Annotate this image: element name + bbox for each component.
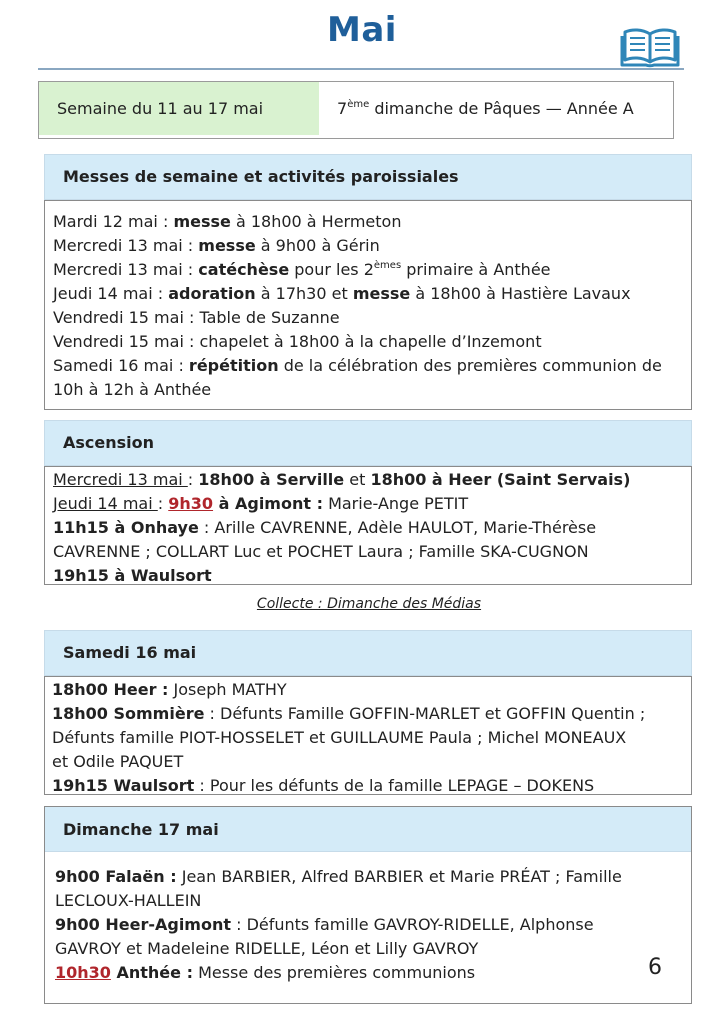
messes-line-3: Mercredi 13 mai : catéchèse pour les 2èmes primaire à Anthée — [53, 260, 551, 279]
messes-line-2: Mercredi 13 mai : messe à 9h00 à Gérin — [53, 236, 380, 255]
section-heading-samedi: Samedi 16 mai — [44, 630, 692, 676]
collecte-note: Collecte : Dimanche des Médias — [256, 596, 482, 612]
messes-line-6: Vendredi 15 mai : chapelet à 18h00 à la chapelle d’Inzemont — [53, 332, 542, 351]
samedi-line-2-cont: Défunts famille PIOT-HOSSELET et GUILLAUME Paula ; Michel MONEAUX — [52, 728, 627, 747]
dimanche-line-3: 10h30 Anthée : Messe des premières communions — [55, 963, 476, 982]
ascension-line-1: Mercredi 13 mai : 18h00 à Serville et 18h00 à Heer (Saint Servais) — [53, 470, 631, 489]
section-heading-ascension: Ascension — [44, 420, 692, 466]
messes-line-4: Jeudi 14 mai : adoration à 17h30 et messe à 18h00 à Hastière Lavaux — [53, 284, 631, 303]
messes-line-7-cont: 10h à 12h à Anthée — [53, 380, 212, 399]
dimanche-line-1-cont: LECLOUX-HALLEIN — [55, 891, 202, 910]
ascension-line-3-cont: CAVRENNE ; COLLART Luc et POCHET Laura ; Famille SKA-CUGNON — [53, 542, 589, 561]
title-divider — [38, 68, 684, 70]
dimanche-line-1: 9h00 Falaën : Jean BARBIER, Alfred BARBIER et Marie PRÉAT ; Famille — [55, 867, 622, 886]
week-info-box — [38, 81, 674, 139]
ascension-line-2: Jeudi 14 mai : 9h30 à Agimont : Marie-Ange PETIT — [53, 494, 469, 513]
sunday-label: 7ème dimanche de Pâques — Année A — [337, 99, 634, 118]
week-label: Semaine du 11 au 17 mai — [39, 82, 319, 135]
section-body-samedi — [44, 676, 692, 795]
samedi-line-2-cont2: et Odile PAQUET — [52, 752, 184, 771]
samedi-line-2: 18h00 Sommière : Défunts Famille GOFFIN-MARLET et GOFFIN Quentin ; — [52, 704, 646, 723]
ascension-line-4: 19h15 à Waulsort — [53, 566, 212, 585]
page-number: 6 — [648, 955, 662, 980]
open-book-icon — [620, 26, 680, 68]
section-body-messes — [44, 200, 692, 410]
section-heading-dimanche: Dimanche 17 mai — [44, 806, 692, 852]
dimanche-line-2-cont: GAVROY et Madeleine RIDELLE, Léon et Lilly GAVROY — [55, 939, 479, 958]
section-body-ascension — [44, 466, 692, 585]
samedi-line-3: 19h15 Waulsort : Pour les défunts de la famille LEPAGE – DOKENS — [52, 776, 595, 795]
ascension-line-3: 11h15 à Onhaye : Arille CAVRENNE, Adèle HAULOT, Marie-Thérèse — [53, 518, 597, 537]
messes-line-1: Mardi 12 mai : messe à 18h00 à Hermeton — [53, 212, 402, 231]
page-title: Mai — [327, 10, 397, 50]
section-body-dimanche — [44, 806, 692, 1004]
dimanche-line-2: 9h00 Heer-Agimont : Défunts famille GAVROY-RIDELLE, Alphonse — [55, 915, 594, 934]
messes-line-7: Samedi 16 mai : répétition de la célébration des premières communion de — [53, 356, 662, 375]
section-heading-messes: Messes de semaine et activités paroissiales — [44, 154, 692, 200]
messes-line-5: Vendredi 15 mai : Table de Suzanne — [53, 308, 340, 327]
samedi-line-1: 18h00 Heer : Joseph MATHY — [52, 680, 287, 699]
